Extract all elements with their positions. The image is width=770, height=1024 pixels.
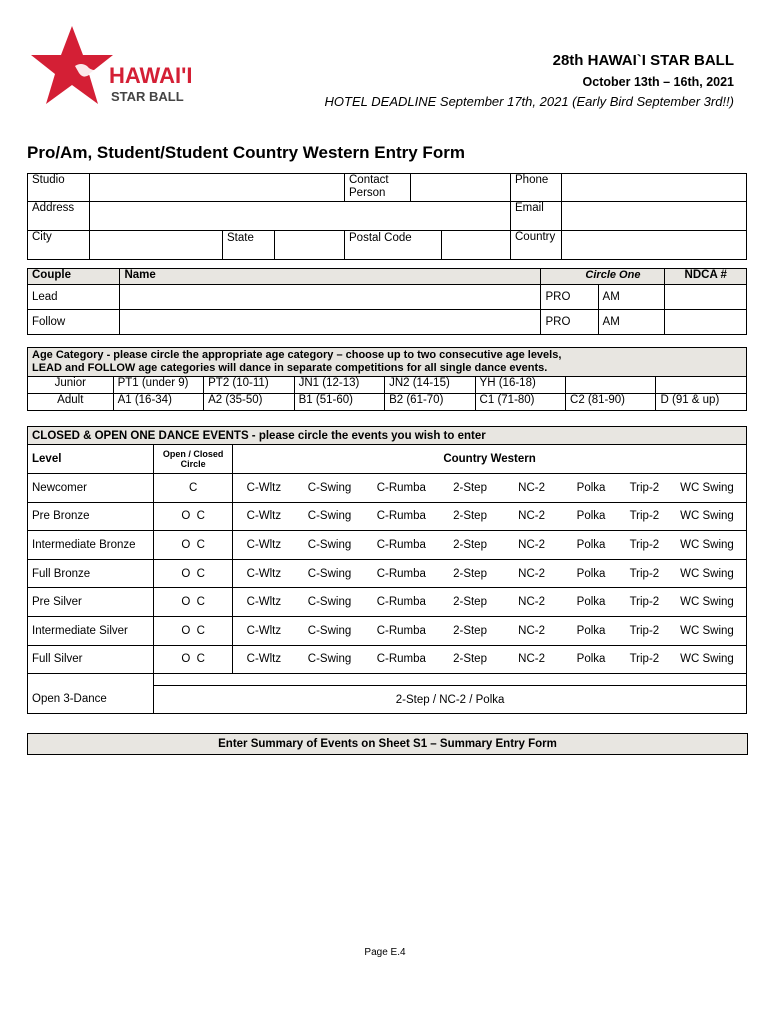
event-title: 28th HAWAI`I STAR BALL <box>552 52 734 69</box>
junior-age-option[interactable]: PT2 (10-11) <box>204 377 294 394</box>
address-label: Address <box>28 202 90 231</box>
dance-option[interactable]: C-Wltz <box>233 616 295 645</box>
dance-option[interactable]: Trip-2 <box>621 645 668 674</box>
dance-option[interactable]: 2-Step <box>438 616 502 645</box>
follow-name-field[interactable] <box>120 310 541 335</box>
adult-age-option[interactable]: B2 (61-70) <box>385 394 475 411</box>
open-3-dance-label: Open 3-Dance <box>28 686 154 714</box>
open-closed-option[interactable]: O C <box>154 531 233 560</box>
dance-option[interactable]: C-Rumba <box>364 531 438 560</box>
junior-label: Junior <box>28 377 114 394</box>
open-closed-option[interactable]: O C <box>154 588 233 617</box>
age-instructions: Age Category - please circle the appropriate age category – choose up to two consecutive age levels, LEAD and FOLLOW age categories will dance in separate competitions for all single dance events. <box>28 348 747 377</box>
dance-option[interactable]: C-Rumba <box>364 559 438 588</box>
junior-age-option[interactable]: JN1 (12-13) <box>294 377 384 394</box>
junior-age-option[interactable]: PT1 (under 9) <box>113 377 204 394</box>
adult-age-option[interactable]: C2 (81-90) <box>566 394 656 411</box>
dance-option[interactable]: Polka <box>561 531 620 560</box>
studio-label: Studio <box>28 174 90 202</box>
dance-option[interactable]: WC Swing <box>668 531 747 560</box>
lead-ndca-field[interactable] <box>665 285 747 310</box>
dance-option[interactable]: 2-Step <box>438 531 502 560</box>
country-field[interactable] <box>562 231 747 260</box>
dance-option[interactable]: Trip-2 <box>621 502 668 531</box>
dance-option[interactable]: C-Swing <box>295 645 365 674</box>
circle-one-header: Circle One <box>541 269 665 285</box>
country-label: Country <box>511 231 562 260</box>
contact-table <box>27 173 747 260</box>
dance-option[interactable]: C-Rumba <box>364 616 438 645</box>
dance-option[interactable]: 2-Step <box>438 502 502 531</box>
lead-am-option[interactable]: AM <box>598 285 665 310</box>
address-field[interactable] <box>90 202 511 231</box>
event-dates: October 13th – 16th, 2021 <box>582 75 734 89</box>
email-field[interactable] <box>562 202 747 231</box>
dance-option[interactable]: 2-Step <box>438 474 502 503</box>
city-label: City <box>28 231 90 260</box>
dance-option[interactable]: C-Wltz <box>233 502 295 531</box>
dance-option[interactable]: Polka <box>561 588 620 617</box>
couple-header: Couple <box>28 269 120 285</box>
dance-option[interactable]: Trip-2 <box>621 531 668 560</box>
dance-option[interactable]: 2-Step <box>438 588 502 617</box>
dance-option[interactable]: C-Swing <box>295 616 365 645</box>
couple-table <box>27 268 747 335</box>
level-label: Full Silver <box>28 645 154 674</box>
event-row <box>28 474 747 503</box>
logo-text-2: STAR BALL <box>111 89 184 104</box>
dance-option[interactable]: C-Swing <box>295 588 365 617</box>
phone-label: Phone <box>511 174 562 202</box>
state-label: State <box>223 231 275 259</box>
dance-option[interactable]: C-Swing <box>295 474 365 503</box>
open-closed-option[interactable]: O C <box>154 559 233 588</box>
spacer-cell <box>154 674 747 686</box>
dance-option[interactable]: Polka <box>561 645 620 674</box>
dance-option[interactable]: C-Wltz <box>233 559 295 588</box>
event-row <box>28 645 747 674</box>
events-table <box>27 426 747 714</box>
open-3-dance-option[interactable]: 2-Step / NC-2 / Polka <box>154 686 747 714</box>
dance-option[interactable]: Polka <box>561 474 620 503</box>
adult-age-option[interactable]: A1 (16-34) <box>113 394 204 411</box>
dance-option[interactable]: NC-2 <box>502 616 561 645</box>
name-header: Name <box>120 269 541 285</box>
level-label: Newcomer <box>28 474 154 503</box>
follow-pro-option[interactable]: PRO <box>541 310 598 335</box>
open-closed-option[interactable]: O C <box>154 616 233 645</box>
dance-option[interactable]: NC-2 <box>502 645 561 674</box>
dance-option[interactable]: Polka <box>561 502 620 531</box>
dance-option[interactable]: Trip-2 <box>621 474 668 503</box>
adult-age-option[interactable]: D (91 & up) <box>656 394 747 411</box>
dance-option[interactable]: C-Wltz <box>233 588 295 617</box>
age-category-table <box>27 347 747 411</box>
dance-option[interactable]: C-Swing <box>295 502 365 531</box>
event-row <box>28 502 747 531</box>
adult-row <box>28 394 747 411</box>
dance-option[interactable]: 2-Step <box>438 645 502 674</box>
contact-person-label: Contact Person <box>345 174 411 202</box>
dance-option[interactable]: Polka <box>561 616 620 645</box>
follow-label: Follow <box>28 310 120 335</box>
dance-option[interactable]: 2-Step <box>438 559 502 588</box>
dance-option[interactable]: NC-2 <box>502 588 561 617</box>
dance-option[interactable]: C-Rumba <box>364 502 438 531</box>
postal-cell <box>345 231 511 260</box>
dance-option[interactable]: C-Wltz <box>233 531 295 560</box>
postal-code-field[interactable] <box>442 231 510 259</box>
city-state-cell <box>90 231 345 260</box>
level-label: Pre Bronze <box>28 502 154 531</box>
follow-ndca-field[interactable] <box>665 310 747 335</box>
dance-option[interactable]: WC Swing <box>668 559 747 588</box>
lead-name-field[interactable] <box>120 285 541 310</box>
dance-option[interactable]: NC-2 <box>502 559 561 588</box>
page-number: Page E.4 <box>364 947 406 958</box>
open-closed-header: Open / Closed Circle <box>154 445 233 474</box>
adult-age-option[interactable]: A2 (35-50) <box>204 394 294 411</box>
dance-option[interactable]: WC Swing <box>668 616 747 645</box>
hotel-deadline: HOTEL DEADLINE September 17th, 2021 (Early Bird September 3rd!!) <box>324 94 734 109</box>
phone-field[interactable] <box>562 174 747 202</box>
junior-age-option[interactable]: JN2 (14-15) <box>385 377 475 394</box>
event-row <box>28 531 747 560</box>
events-heading: CLOSED & OPEN ONE DANCE EVENTS - please circle the events you wish to enter <box>28 427 747 445</box>
event-row <box>28 616 747 645</box>
dance-option[interactable]: C-Swing <box>295 559 365 588</box>
summary-note: Enter Summary of Events on Sheet S1 – Summary Entry Form <box>27 733 748 755</box>
dance-option[interactable]: Polka <box>561 559 620 588</box>
dance-option[interactable]: C-Swing <box>295 531 365 560</box>
event-row <box>28 588 747 617</box>
junior-age-option[interactable]: YH (16-18) <box>475 377 565 394</box>
dance-option[interactable]: C-Rumba <box>364 645 438 674</box>
dance-option[interactable]: Trip-2 <box>621 616 668 645</box>
dance-option[interactable]: WC Swing <box>668 588 747 617</box>
dance-option[interactable]: C-Rumba <box>364 588 438 617</box>
dance-option[interactable]: NC-2 <box>502 474 561 503</box>
dance-option[interactable]: Trip-2 <box>621 559 668 588</box>
level-label: Pre Silver <box>28 588 154 617</box>
dance-option[interactable]: WC Swing <box>668 474 747 503</box>
studio-field[interactable] <box>90 174 345 202</box>
dance-option[interactable]: WC Swing <box>668 502 747 531</box>
lead-pro-option[interactable]: PRO <box>541 285 598 310</box>
dance-option[interactable]: NC-2 <box>502 502 561 531</box>
state-field[interactable] <box>275 231 344 259</box>
contact-person-field[interactable] <box>411 174 511 202</box>
open-closed-option[interactable]: O C <box>154 502 233 531</box>
junior-row <box>28 377 747 394</box>
follow-am-option[interactable]: AM <box>598 310 665 335</box>
logo <box>27 22 193 112</box>
postal-code-label: Postal Code <box>345 231 442 259</box>
country-western-header: Country Western <box>233 445 747 474</box>
lead-label: Lead <box>28 285 120 310</box>
form-title: Pro/Am, Student/Student Country Western Entry Form <box>27 143 465 162</box>
ndca-header: NDCA # <box>665 269 747 285</box>
dance-option[interactable]: NC-2 <box>502 531 561 560</box>
level-header: Level <box>28 445 154 474</box>
dance-option[interactable]: WC Swing <box>668 645 747 674</box>
adult-label: Adult <box>28 394 114 411</box>
open-closed-option[interactable]: C <box>154 474 233 503</box>
junior-age-option[interactable] <box>566 377 656 394</box>
spacer-cell <box>28 674 154 686</box>
event-row <box>28 559 747 588</box>
open-closed-option[interactable]: O C <box>154 645 233 674</box>
dance-option[interactable]: Trip-2 <box>621 588 668 617</box>
dance-option[interactable]: C-Rumba <box>364 474 438 503</box>
city-field[interactable] <box>90 231 223 259</box>
adult-age-option[interactable]: C1 (71-80) <box>475 394 565 411</box>
junior-age-option[interactable] <box>656 377 747 394</box>
dance-option[interactable]: C-Wltz <box>233 645 295 674</box>
adult-age-option[interactable]: B1 (51-60) <box>294 394 384 411</box>
level-label: Intermediate Bronze <box>28 531 154 560</box>
level-label: Intermediate Silver <box>28 616 154 645</box>
dance-option[interactable]: C-Wltz <box>233 474 295 503</box>
email-label: Email <box>511 202 562 231</box>
level-label: Full Bronze <box>28 559 154 588</box>
logo-text-1: HAWAI'I <box>109 63 193 88</box>
